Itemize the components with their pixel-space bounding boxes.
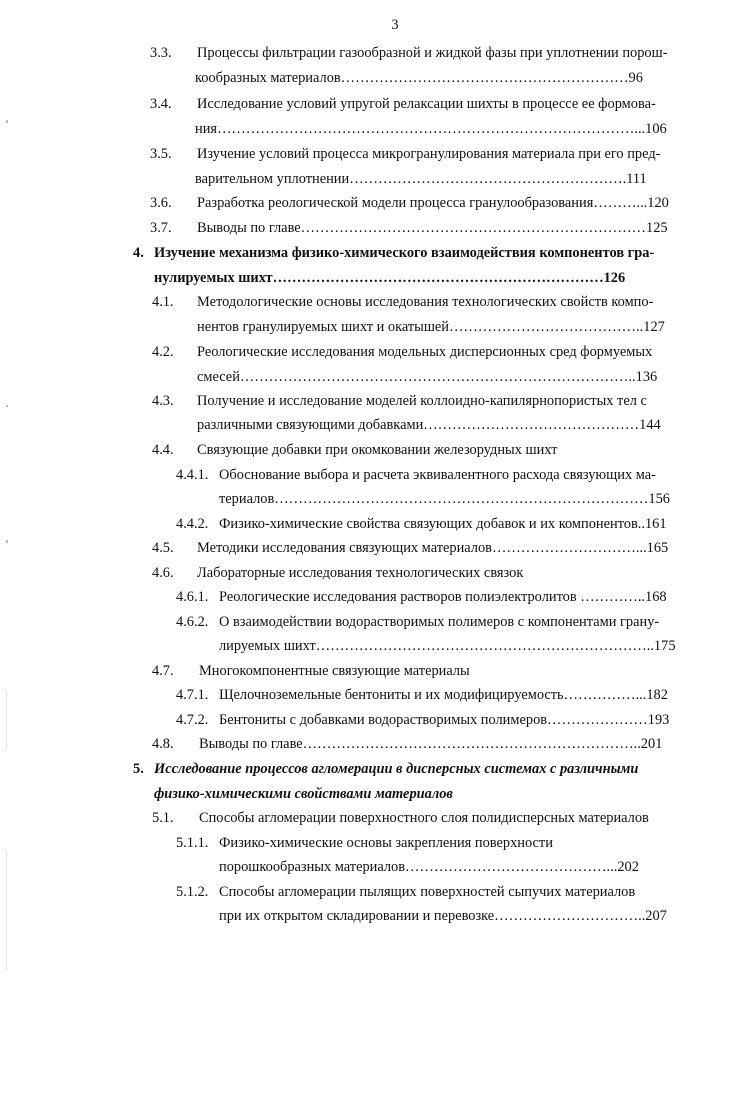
toc-entry-title: Исследование условий упругой релаксации шихты в процессе ее формова- bbox=[197, 96, 656, 112]
toc-entry-number: 4.6.2. bbox=[176, 614, 209, 630]
scan-speck bbox=[6, 540, 8, 543]
page-number: 3 bbox=[391, 17, 399, 33]
toc-entry-title: Лабораторные исследования технологических связок bbox=[197, 565, 524, 581]
toc-entry-title: Выводы по главе………………………………………………………………125 bbox=[197, 220, 668, 236]
toc-entry-number: 4.2. bbox=[152, 344, 174, 360]
toc-chapter-number: 4. bbox=[133, 245, 144, 261]
toc-entry-title: Физико-химические основы закрепления поверхности bbox=[219, 835, 553, 851]
toc-entry-number: 4.5. bbox=[152, 540, 174, 556]
toc-entry-title: Получение и исследование моделей коллоидно-капилярнопористых тел с bbox=[197, 393, 647, 409]
toc-entry-number: 4.3. bbox=[152, 393, 174, 409]
toc-entry-number: 4.4.1. bbox=[176, 467, 209, 483]
toc-entry-number: 3.4. bbox=[150, 96, 172, 112]
toc-entry-number: 3.7. bbox=[150, 220, 172, 236]
toc-entry-number: 5.1. bbox=[152, 810, 174, 826]
toc-entry-number: 3.5. bbox=[150, 146, 172, 162]
toc-entry-title-cont: смесей………………………………………………………………………..136 bbox=[197, 369, 658, 385]
toc-entry-title-cont: при их открытом складировании и перевозке…………………………..207 bbox=[219, 908, 667, 924]
toc-entry-title: Изучение условий процесса микрогранулирования материала при его пред- bbox=[197, 146, 661, 162]
toc-entry-title: Щелочноземельные бентониты и их модифицируемость……………...182 bbox=[219, 687, 668, 703]
toc-entry-number: 3.6. bbox=[150, 195, 172, 211]
toc-chapter-number: 5. bbox=[133, 761, 144, 777]
toc-entry-number: 4.6.1. bbox=[176, 589, 209, 605]
toc-entry-title-cont: лируемых шихт……………………………………………………………..175 bbox=[219, 638, 676, 654]
toc-entry-title-cont: териалов……………………………………………………………………156 bbox=[219, 491, 671, 507]
toc-entry-title: Методологические основы исследования технологических свойств компо- bbox=[197, 294, 654, 310]
toc-entry-number: 4.6. bbox=[152, 565, 174, 581]
scan-speck bbox=[6, 850, 7, 970]
toc-chapter-title-cont: физико-химическими свойствами материалов bbox=[154, 786, 453, 802]
toc-entry-title-cont: кообразных материалов……………………………………………………96 bbox=[195, 70, 643, 86]
toc-entry-title: О взаимодействии водорастворимых полимеров с компонентами грану- bbox=[219, 614, 660, 630]
toc-entry-title: Разработка реологической модели процесса гранулообразования………...120 bbox=[197, 195, 669, 211]
toc-entry-number: 4.7.1. bbox=[176, 687, 209, 703]
toc-entry-title-cont: нентов гранулируемых шихт и окатышей…………………………………..127 bbox=[197, 319, 665, 335]
toc-entry-number: 5.1.2. bbox=[176, 884, 209, 900]
toc-entry-number: 4.4. bbox=[152, 442, 174, 458]
scan-speck bbox=[6, 690, 7, 750]
toc-entry-title: Реологические исследования модельных дисперсионных сред формуемых bbox=[197, 344, 653, 360]
toc-entry-title: Бентониты с добавками водорастворимых полимеров…………………193 bbox=[219, 712, 670, 728]
toc-entry-number: 3.3. bbox=[150, 45, 172, 61]
toc-entry-title-cont: различными связующими добавками………………………………………144 bbox=[197, 417, 661, 433]
toc-entry-title: Процессы фильтрации газообразной и жидкой фазы при уплотнении порош- bbox=[197, 45, 668, 61]
toc-entry-title: Методики исследования связующих материалов…………………………...165 bbox=[197, 540, 669, 556]
toc-entry-number: 4.4.2. bbox=[176, 516, 209, 532]
toc-entry-number: 4.7.2. bbox=[176, 712, 209, 728]
toc-entry-title-cont: порошкообразных материалов……………………………………...202 bbox=[219, 859, 639, 875]
toc-entry-title: Способы агломерации поверхностного слоя полидисперсных материалов bbox=[199, 810, 649, 826]
toc-entry-title: Физико-химические свойства связующих добавок и их компонентов..161 bbox=[219, 516, 667, 532]
toc-chapter-title: Исследование процессов агломерации в дисперсных системах с различными bbox=[154, 761, 639, 777]
scan-speck bbox=[6, 120, 8, 123]
toc-entry-title: Связующие добавки при окомковании железорудных шихт bbox=[197, 442, 558, 458]
toc-entry-number: 4.7. bbox=[152, 663, 174, 679]
toc-entry-title: Выводы по главе……………………………………………………………..201 bbox=[199, 736, 663, 752]
toc-chapter-title: Изучение механизма физико-химического взаимодействия компонентов гра- bbox=[154, 245, 655, 261]
toc-entry-title: Многокомпонентные связующие материалы bbox=[199, 663, 470, 679]
toc-entry-title-cont: ния……………………………………………………………………………...106 bbox=[195, 121, 667, 137]
toc-entry-title: Обоснование выбора и расчета эквивалентного расхода связующих ма- bbox=[219, 467, 656, 483]
toc-entry-title-cont: варительном уплотнении………………………………………………….111 bbox=[195, 171, 647, 187]
toc-entry-number: 4.8. bbox=[152, 736, 174, 752]
toc-entry-title: Реологические исследования растворов полиэлектролитов …………..168 bbox=[219, 589, 667, 605]
toc-entry-number: 5.1.1. bbox=[176, 835, 209, 851]
toc-entry-number: 4.1. bbox=[152, 294, 174, 310]
toc-entry-title: Способы агломерации пылящих поверхностей сыпучих материалов bbox=[219, 884, 636, 900]
scan-speck bbox=[6, 405, 8, 407]
toc-chapter-title-cont: нулируемых шихт……………………………………………………………126 bbox=[154, 270, 626, 286]
